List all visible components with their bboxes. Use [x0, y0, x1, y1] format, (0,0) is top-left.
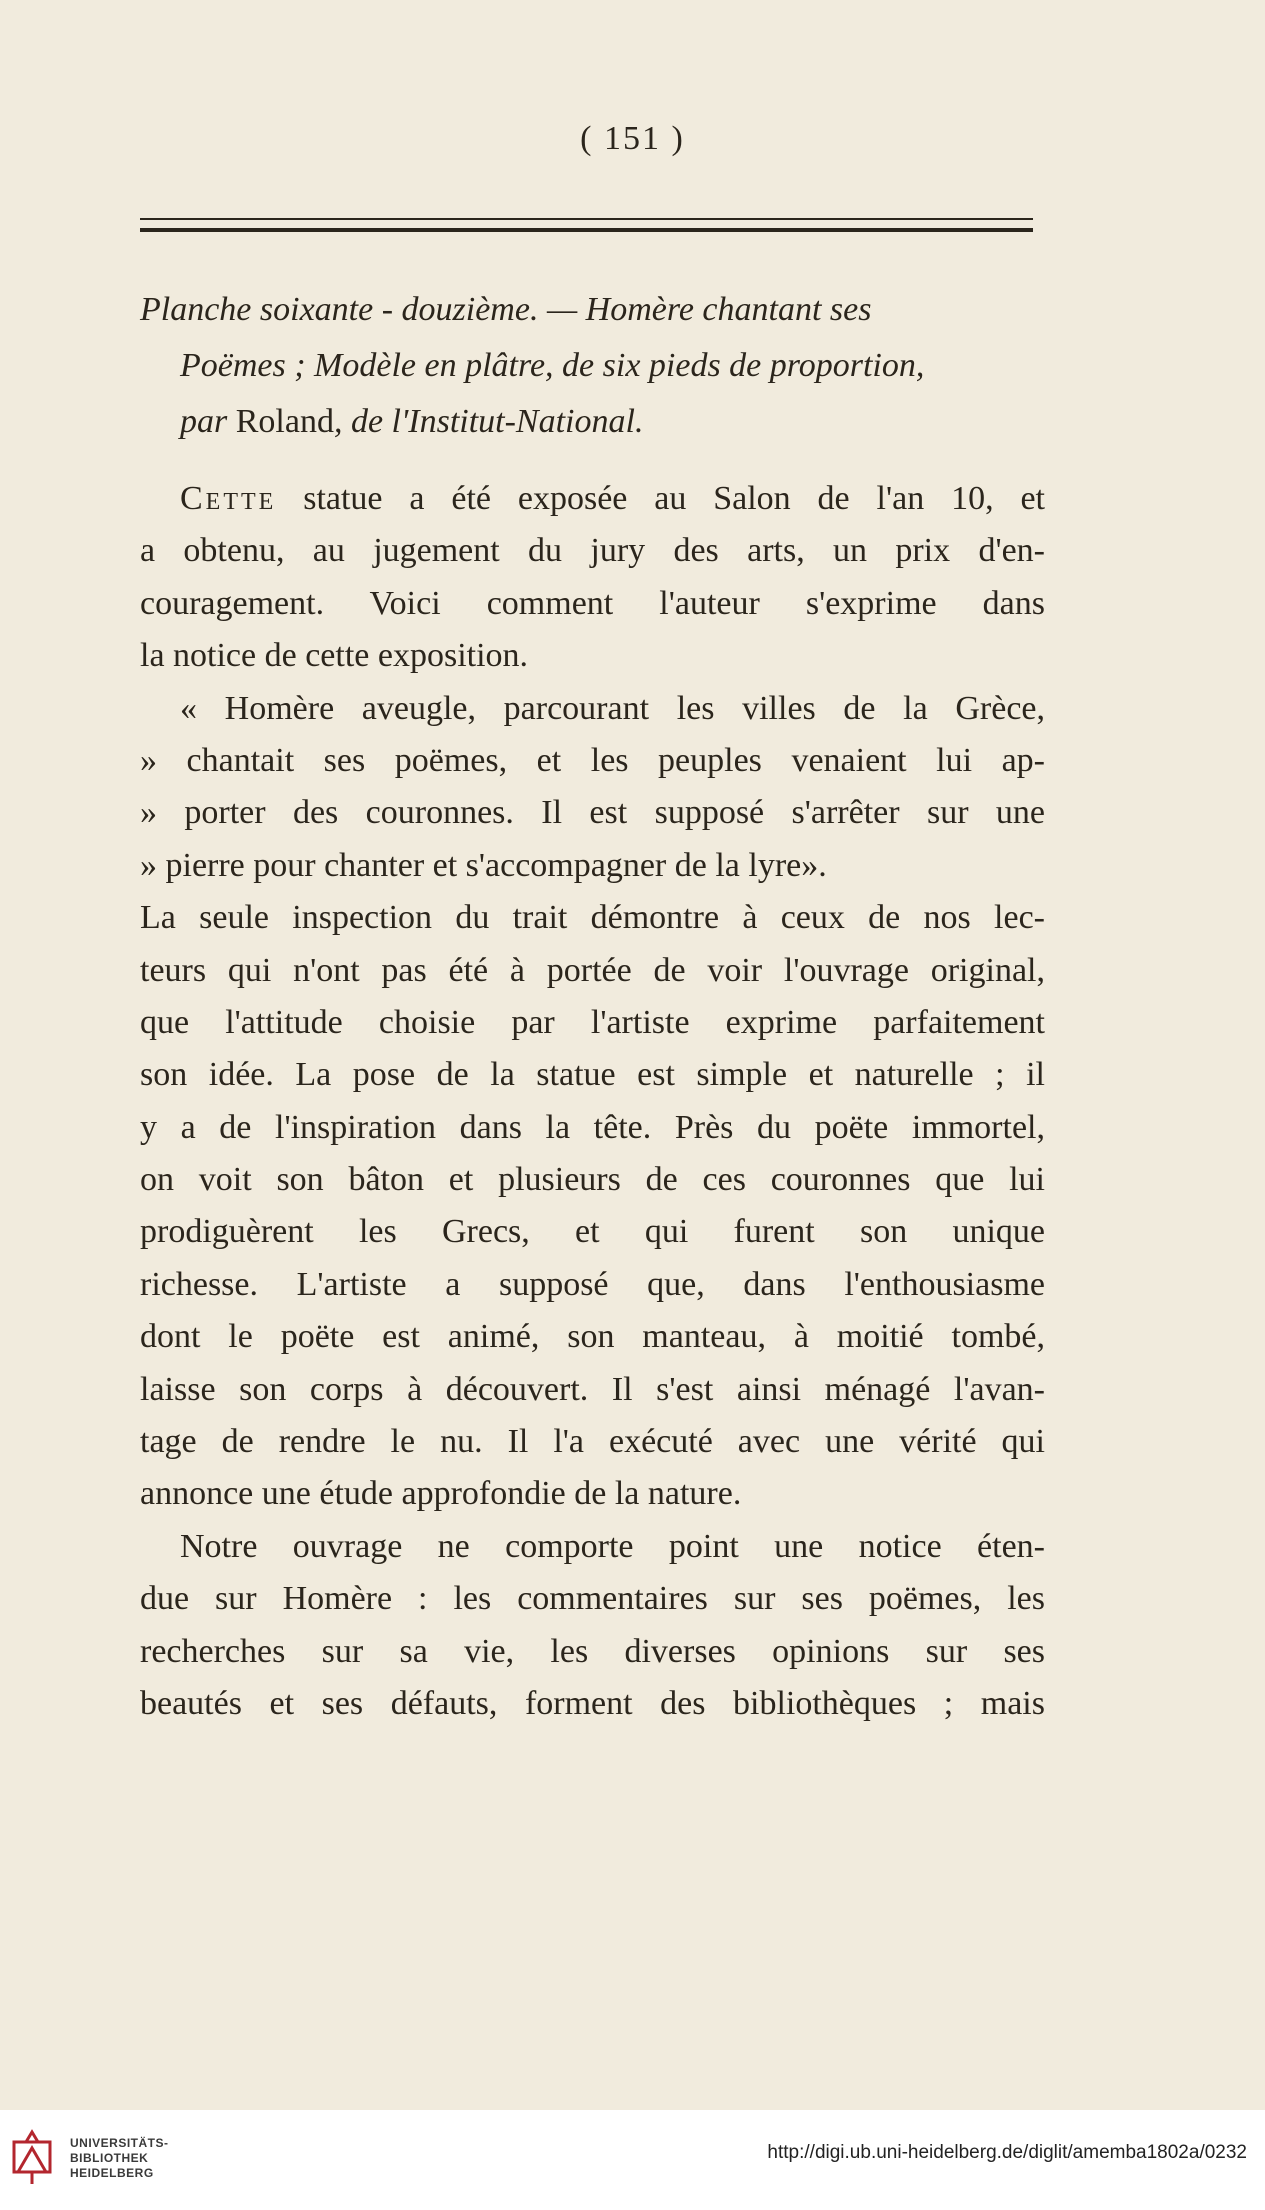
text-line: tage de rendre le nu. Il l'a exécuté avec une vérité qui [140, 1423, 1045, 1461]
header-rule-thick [140, 228, 1033, 232]
text-line: teurs qui n'ont pas été à portée de voir l'ouvrage original, [140, 951, 1045, 989]
text-line: on voit son bâton et plusieurs de ces couronnes que lui [140, 1161, 1045, 1199]
text-line: prodiguèrent les Grecs, et qui furent son unique [140, 1213, 1045, 1251]
text-line: Cette statue a été exposée au Salon de l'an 10, et [180, 480, 1045, 517]
text-line: son idée. La pose de la statue est simple et naturelle ; il [140, 1056, 1045, 1094]
artist-name: Roland [235, 403, 334, 440]
text-line: annonce une étude approfondie de la nature. [140, 1475, 742, 1513]
quote-line: » porter des couronnes. Il est supposé s'arrêter sur une [140, 794, 1045, 832]
source-url-link[interactable]: http://digi.ub.uni-heidelberg.de/diglit/amemba1802a/0232 [767, 2142, 1247, 2163]
viewer-footer [0, 2110, 1265, 2210]
quote-line: » pierre pour chanter et s'accompagner de la lyre». [140, 846, 827, 884]
page-number: ( 151 ) [580, 120, 685, 157]
text-line: Notre ouvrage ne comporte point une notice éten- [180, 1527, 1045, 1565]
text-line: couragement. Voici comment l'auteur s'exprime dans [140, 584, 1045, 622]
text-line: que l'attitude choisie par l'artiste exprime parfaitement [140, 1003, 1045, 1041]
text-line: laisse son corps à découvert. Il s'est ainsi ménagé l'avan- [140, 1370, 1045, 1408]
text-line: a obtenu, au jugement du jury des arts, un prix d'en- [140, 532, 1045, 570]
text-line: la notice de cette exposition. [140, 637, 529, 675]
header-rule-thin [140, 218, 1033, 220]
quote-line: » chantait ses poëmes, et les peuples venaient lui ap- [140, 741, 1045, 779]
text-line: dont le poëte est animé, son manteau, à moitié tombé, [140, 1318, 1045, 1356]
text-line: richesse. L'artiste a supposé que, dans l'enthousiasme [140, 1265, 1045, 1303]
text-line: La seule inspection du trait démontre à ceux de nos lec- [140, 899, 1045, 937]
body-text [140, 473, 1045, 1730]
caption-line-1: Planche soixante - douzième. — Homère chantant ses [140, 291, 872, 328]
text-line: due sur Homère : les commentaires sur ses poëmes, les [140, 1580, 1045, 1618]
drop-word: Cette [180, 480, 277, 517]
text-line: beautés et ses défauts, forment des bibliothèques ; mais [140, 1684, 1045, 1722]
plate-caption [140, 282, 1045, 450]
text-line: y a de l'inspiration dans la tête. Près du poëte immortel, [140, 1108, 1045, 1146]
caption-line-2: Poëmes ; Modèle en plâtre, de six pieds de proportion, [180, 347, 925, 384]
library-name: UNIVERSITÄTS- BIBLIOTHEK HEIDELBERG [70, 2136, 169, 2180]
heidelberg-library-logo-icon [12, 2128, 52, 2188]
text-line: recherches sur sa vie, les diverses opinions sur ses [140, 1632, 1045, 1670]
quote-line: « Homère aveugle, parcourant les villes de la Grèce, [180, 689, 1045, 727]
caption-line-3: par Roland, de l'Institut-National. [180, 403, 644, 440]
